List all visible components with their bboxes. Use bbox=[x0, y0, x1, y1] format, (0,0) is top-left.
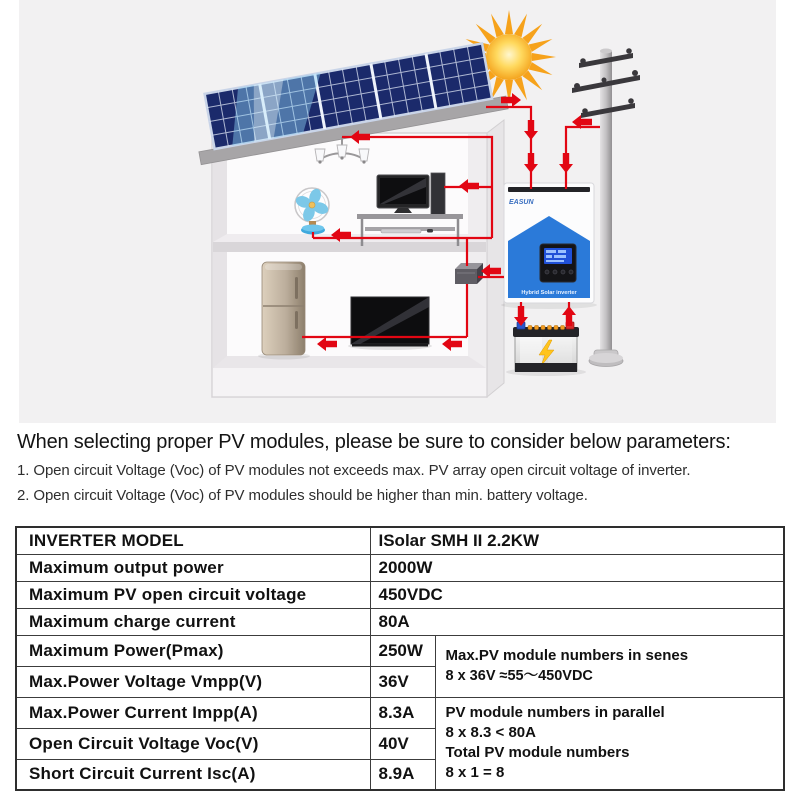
inverter-model-value: ISolar SMH II 2.2KW bbox=[370, 527, 784, 554]
junction-box-icon bbox=[455, 263, 483, 284]
parallel-note-line4: 8 x 1 = 8 bbox=[445, 764, 505, 782]
spec-value-cell: 36V bbox=[370, 666, 435, 697]
tv-icon bbox=[348, 297, 432, 350]
parallel-note-cell bbox=[435, 697, 784, 790]
intro-item-1: 1. Open circuit Voltage (Voc) of PV modules not exceeds max. PV array open circuit voltage of inverter. bbox=[17, 462, 691, 479]
table-row bbox=[16, 527, 784, 554]
intro-item-2: 2. Open circuit Voltage (Voc) of PV modules should be higher than min. battery voltage. bbox=[17, 487, 588, 504]
spec-label-cell: Maximum charge current bbox=[16, 608, 370, 635]
spec-value-cell: 250W bbox=[370, 635, 435, 666]
spec-value-cell: 8.9A bbox=[370, 759, 435, 790]
parallel-note-line1: PV module numbers in parallel bbox=[445, 704, 665, 722]
table-row bbox=[16, 635, 784, 666]
spec-value-cell: 8.3A bbox=[370, 697, 435, 728]
fridge-icon bbox=[258, 262, 310, 360]
intro-heading: When selecting proper PV modules, please be sure to consider below parameters: bbox=[17, 431, 731, 453]
series-note-cell bbox=[435, 635, 784, 697]
table-row bbox=[16, 697, 784, 728]
inverter-label: Hybrid Solar inverter bbox=[521, 290, 577, 296]
spec-label-cell: Max.Power Voltage Vmpp(V) bbox=[16, 666, 370, 697]
table-row bbox=[16, 608, 784, 635]
spec-label-cell: Short Circuit Current Isc(A) bbox=[16, 759, 370, 790]
spec-label-cell: Maximum Power(Pmax) bbox=[16, 635, 370, 666]
table-row bbox=[16, 581, 784, 608]
spec-label-cell: Max.Power Current Impp(A) bbox=[16, 697, 370, 728]
series-note-line1: Max.PV module numbers in senes bbox=[445, 647, 689, 664]
spec-value-cell: 450VDC bbox=[370, 581, 784, 608]
spec-value-cell: 80A bbox=[370, 608, 784, 635]
spec-label-cell: Maximum output power bbox=[16, 554, 370, 581]
spec-label-cell: Maximum PV open circuit voltage bbox=[16, 581, 370, 608]
house bbox=[212, 120, 504, 397]
inverter-brand-logo: EASUN bbox=[509, 199, 534, 206]
inverter bbox=[501, 183, 597, 309]
spec-table bbox=[15, 526, 785, 791]
parallel-note-line2: 8 x 8.3 < 80A bbox=[445, 724, 536, 742]
spec-label-cell: Open Circuit Voltage Voc(V) bbox=[16, 728, 370, 759]
spec-value-cell: 40V bbox=[370, 728, 435, 759]
table-row bbox=[16, 554, 784, 581]
spec-value-cell: 2000W bbox=[370, 554, 784, 581]
spec-label-cell: INVERTER MODEL bbox=[16, 527, 370, 554]
parallel-note-line3: Total PV module numbers bbox=[445, 744, 630, 762]
series-note-line2: 8 x 36V ≈55～450VDC bbox=[445, 668, 593, 684]
